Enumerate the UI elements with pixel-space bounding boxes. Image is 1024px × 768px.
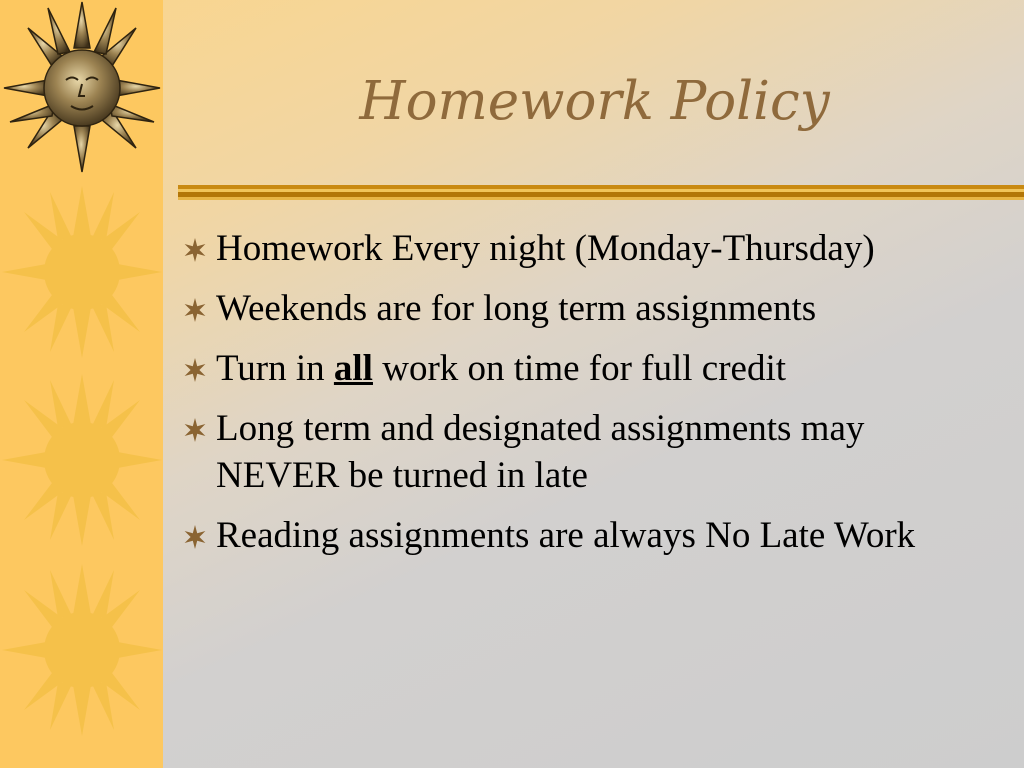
bullet-text-after: work on time for full credit [372, 348, 787, 389]
left-decorative-band [0, 0, 163, 768]
bullet-item [182, 405, 982, 499]
bullet-text: Homework Every night (Monday-Thursday) [216, 228, 875, 269]
bullet-item [182, 512, 982, 559]
bullet-item [182, 225, 982, 272]
title-divider-rule [178, 183, 1024, 203]
sun-icon [0, 182, 163, 367]
sun-icon [0, 560, 163, 745]
bullet-list [182, 225, 982, 572]
bullet-text: Reading assignments are always No Late Work [216, 515, 916, 556]
bullet-emphasis: all [333, 348, 373, 389]
six-point-star-icon [182, 357, 208, 383]
bullet-item [182, 285, 982, 332]
sun-icon [0, 370, 163, 555]
slide-title: Homework Policy [359, 71, 830, 132]
bullet-text: Weekends are for long term assignments [216, 288, 817, 329]
six-point-star-icon [182, 417, 208, 443]
bronze-sun-face-icon [0, 0, 163, 185]
bullet-text-before: Turn in [216, 348, 334, 389]
bullet-text: Long term and designated assignments may NEVER be turned in late [216, 408, 865, 496]
six-point-star-icon [182, 524, 208, 550]
six-point-star-icon [182, 297, 208, 323]
six-point-star-icon [182, 237, 208, 263]
bullet-item [182, 345, 982, 392]
